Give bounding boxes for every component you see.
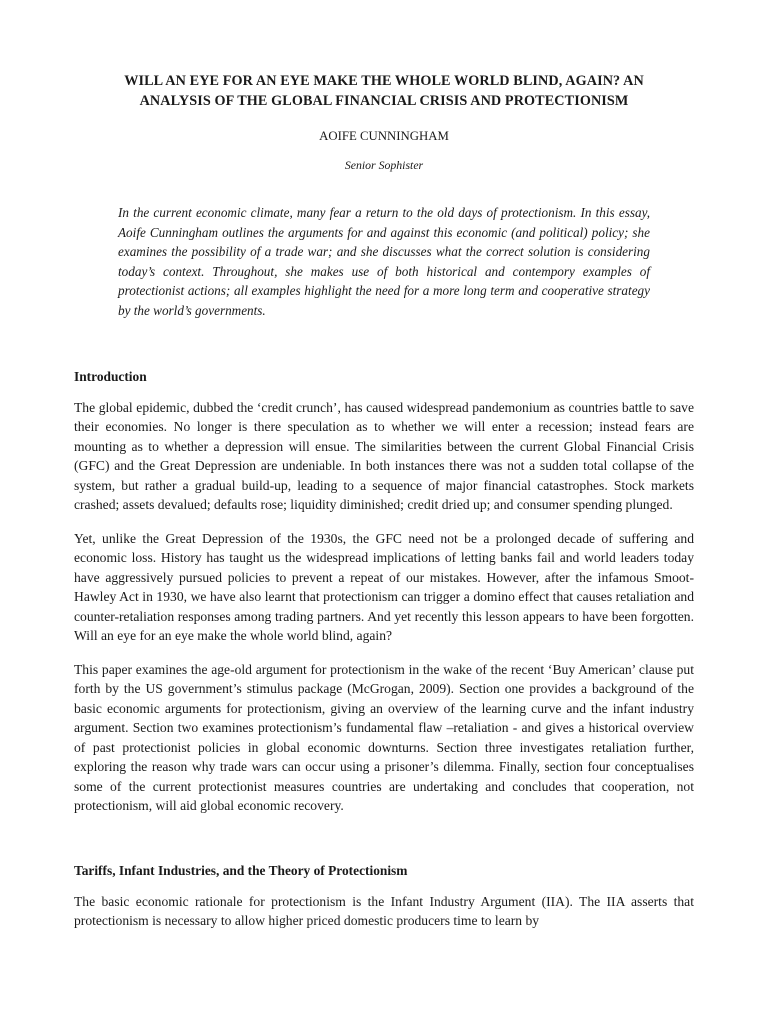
paper-title	[74, 0, 694, 111]
paper-title-line-2: ANALYSIS OF THE GLOBAL FINANCIAL CRISIS AND PROTECTIONISM	[139, 93, 629, 109]
paragraph: The basic economic rationale for protectionism is the Infant Industry Argument (IIA). The IIA asserts that protectionism is necessary to allow higher priced domestic producers time to learn by	[74, 893, 694, 929]
author-affiliation: Senior Sophister	[344, 158, 424, 172]
abstract: In the current economic climate, many fear a return to the old days of protectionism. In this essay, Aoife Cunningham outlines the arguments for and against this economic (and political) policy; she examines the possibility of a trade war; and she discusses what the correct solution is considering today’s context. Throughout, she makes use of both historical and contempory examples of protectionist actions; all examples highlight the need for a more long term and cooperative strategy by the world’s governments.	[118, 205, 650, 318]
section-heading-introduction: Introduction	[74, 368, 147, 384]
paper-title-line-1: WILL AN EYE FOR AN EYE MAKE THE WHOLE WORLD BLIND, AGAIN? AN	[124, 73, 644, 89]
paragraph: This paper examines the age-old argument for protectionism in the wake of the recent ‘Buy American’ clause put forth by the US government’s stimulus package (McGrogan, 2009). Section one provides a background of the basic economic arguments for protectionism, giving an overview of the learning curve and the infant industry argument. Section two examines protectionism’s fundamental flaw –retaliation - and gives a historical overview of past protectionist policies in global economic downturns. Section three investigates retaliation further, exploring the reason why trade wars can occur using a prisoner’s dilemma. Finally, section four conceptualises some of the current protectionist measures countries are undertaking and concludes that cooperation, not protectionism, will aid global economic recovery.	[74, 661, 694, 814]
section-heading-tariffs: Tariffs, Infant Industries, and the Theory of Protectionism	[74, 862, 408, 878]
paragraph: Yet, unlike the Great Depression of the 1930s, the GFC need not be a prolonged decade of suffering and economic loss. History has taught us the widespread implications of letting banks fail and world leaders today have aggressively pursued policies to prevent a repeat of our mistakes. However, after the infamous Smoot-Hawley Act in 1930, we have also learnt that protectionism can trigger a domino effect that causes retaliation and counter-retaliation responses among trading partners. And yet recently this lesson appears to have been forgotten. Will an eye for an eye make the whole world blind, again?	[74, 530, 694, 644]
author-name: AOIFE CUNNINGHAM	[319, 129, 449, 143]
paragraph: The global epidemic, dubbed the ‘credit crunch’, has caused widespread pandemonium as countries battle to save their economies. No longer is there speculation as to whether we will enter a recession; instead fears are mounting as to whether a depression will ensue. The similarities between the current Global Financial Crisis (GFC) and the Great Depression are undeniable. In both instances there was not a sudden total collapse of the system, but rather a gradual build-up, leading to a sequence of major financial catastrophes. Stock markets crashed; assets devalued; defaults rose; liquidity diminished; credit dried up; and consumer spending plunged.	[74, 399, 694, 513]
